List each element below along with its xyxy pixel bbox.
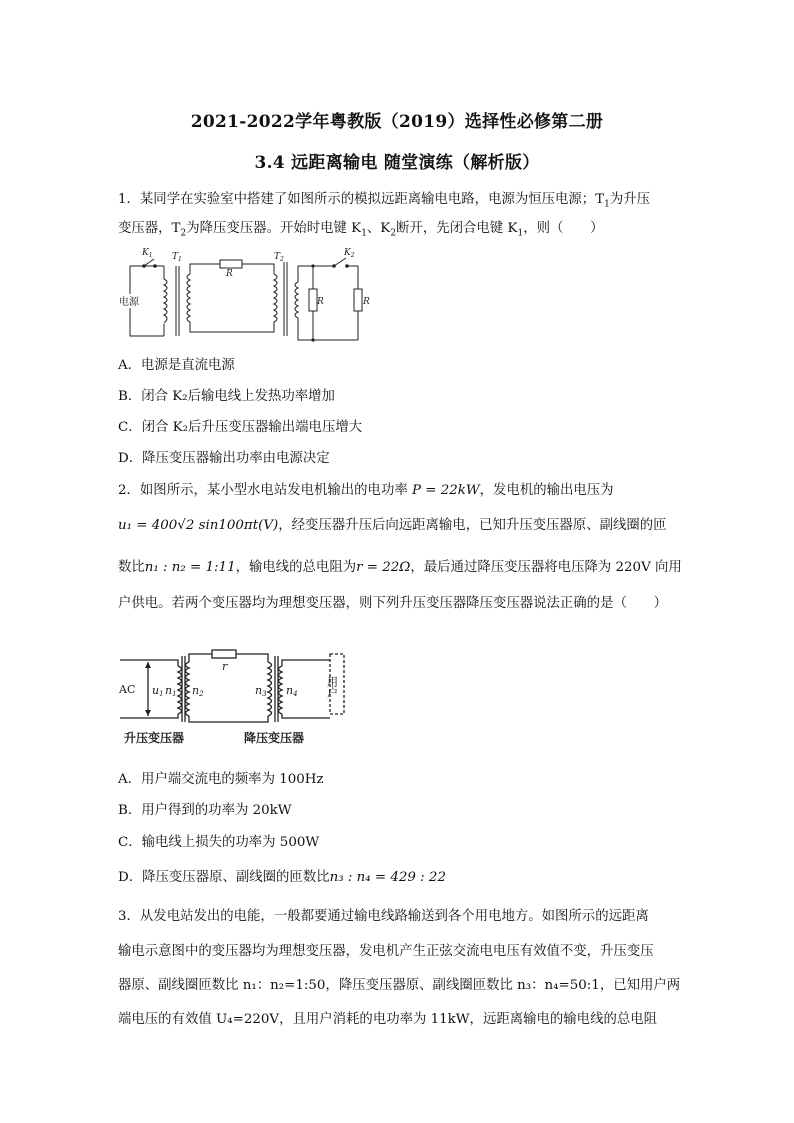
fig1-k2-label: $K_2$ (344, 248, 355, 259)
q3-text-line-1: 3．从发电站发出的电能，一般都要通过输电线路输送到各个用电地方。如图所示的远距离 (118, 909, 649, 924)
fig1-r1-label: R (317, 297, 324, 307)
q2-option-a: A．用户端交流电的频率为 100Hz (118, 772, 324, 787)
fig1-r2-label: R (363, 297, 370, 307)
q2-option-b: B．用户得到的功率为 20kW (118, 803, 292, 818)
fig2-r-label: r (222, 660, 228, 673)
q1-option-b: B．闭合 K₂后输电线上发热功率增加 (118, 389, 335, 404)
q3-text-line-2: 输电示意图中的变压器均为理想变压器，发电机产生正弦交流电电压有效值不变，升压变压 (118, 944, 654, 959)
q2-text-line-3: 数比n₁ : n₂ = 1:11，输电线的总电阻为r = 22Ω，最后通过降压变压器将电压降为 220V 向用 (118, 560, 682, 575)
fig2-n1-label: n1 (165, 684, 177, 698)
q1-text-line-2: 变压器，$T_2$为降压变压器。开始时电键 $K_1$、$K_2$断开，先闭合电键 $K_1$，则（ ） (118, 221, 604, 239)
fig2-n4-label: n4 (286, 684, 298, 698)
fig1-t2-label: $T_2$ (274, 252, 284, 263)
q3-text-line-3: 器原、副线圈匝数比 n₁：n₂=1:50，降压变压器原、副线圈匝数比 n₃：n₄=50:1，已知用户两 (118, 978, 681, 993)
q2-text-line-4: 户供电。若两个变压器均为理想变压器，则下列升压变压器降压变压器说法正确的是（ ） (118, 596, 668, 611)
fig1-k1-label: $K_1$ (142, 248, 153, 259)
q3-text-line-4: 端电压的有效值 U₄=220V，且用户消耗的电功率为 11kW，远距离输电的输电线的总电阻 (118, 1012, 658, 1027)
q2-text-line-1: 2．如图所示，某小型水电站发电机输出的电功率 P = 22kW，发电机的输出电压为 (118, 483, 614, 498)
q1-text-line-1: 1．某同学在实验室中搭建了如图所示的模拟远距离输电电路，电源为恒压电源；$T_1$为升压 (118, 192, 651, 210)
q2-option-c: C．输电线上损失的功率为 500W (118, 835, 320, 850)
fig1-source-label: 电源 (119, 297, 139, 308)
document-subtitle: 3.4 远距离输电 随堂演练（解析版） (254, 153, 540, 173)
q2-text-line-2: u₁ = 400√2 sin100πt(V)，经变压器升压后向远距离输电，已知升压变压器原、副线圈的匝 (118, 518, 667, 533)
q1-circuit-diagram (116, 244, 386, 344)
fig2-step-up-label: 升压变压器 (124, 731, 185, 745)
fig1-t1-label: $T_1$ (172, 252, 182, 263)
fig2-user-label: 用户 (325, 676, 339, 698)
q2-transmission-diagram (116, 644, 356, 750)
q1-option-d: D．降压变压器输出功率由电源决定 (118, 451, 330, 466)
q2-option-d: D．降压变压器原、副线圈的匝数比n₃ : n₄ = 429 : 22 (118, 870, 446, 885)
document-title: 2021-2022学年粤教版（2019）选择性必修第二册 (190, 112, 604, 132)
fig2-ac-label: AC (119, 683, 136, 696)
q1-option-a: A．电源是直流电源 (118, 358, 235, 373)
fig2-n2-label: n2 (192, 684, 204, 698)
fig2-step-down-label: 降压变压器 (244, 731, 305, 745)
fig2-n3-label: n3 (255, 684, 267, 698)
q1-option-c: C．闭合 K₂后升压变压器输出端电压增大 (118, 420, 363, 435)
fig1-r-label: R (226, 269, 233, 279)
fig2-u1-label: u1 (152, 684, 164, 698)
